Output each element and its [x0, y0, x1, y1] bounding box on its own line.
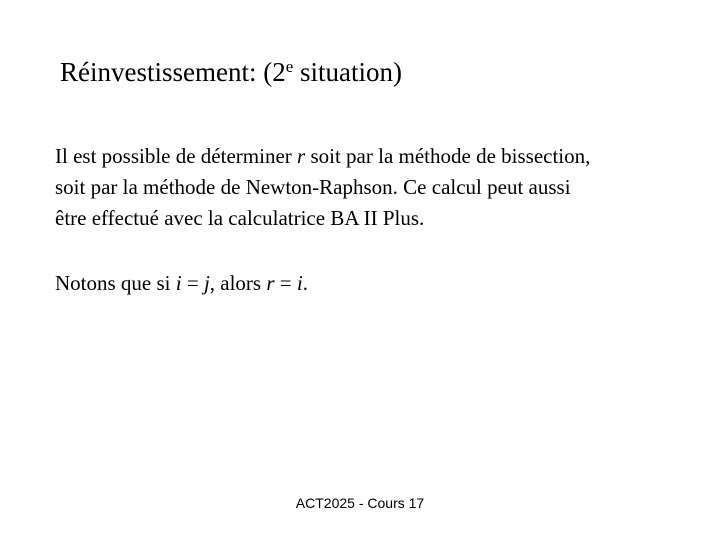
- note-text-1: Notons que si: [55, 271, 176, 295]
- title-suffix: situation): [293, 57, 403, 87]
- line1-before: Il est possible de déterminer: [55, 144, 298, 168]
- variable-i: i: [175, 271, 182, 295]
- title-superscript: e: [285, 57, 294, 76]
- paragraph-line-3: être effectué avec la calculatrice BA II Plus.: [55, 206, 425, 230]
- variable-r: r: [297, 144, 306, 168]
- slide-footer: ACT2025 - Cours 17: [295, 495, 425, 511]
- slide-title: [60, 52, 402, 92]
- paragraph-line-2: soit par la méthode de Newton-Raphson. Ce calcul peut aussi: [55, 175, 571, 199]
- note-text-2: , alors: [209, 271, 267, 295]
- paragraph-note: [55, 268, 695, 299]
- paragraph-line-1: [55, 141, 695, 172]
- paragraph-methods: [55, 141, 695, 234]
- line1-after: soit par la méthode de bissection,: [305, 144, 591, 168]
- variable-r-2: r: [266, 271, 275, 295]
- title-prefix: Réinvestissement: (2: [60, 57, 286, 87]
- variable-j: j: [203, 271, 210, 295]
- variable-i-2: i: [296, 271, 303, 295]
- note-equals-1: =: [181, 271, 204, 295]
- note-equals-2: =: [274, 271, 297, 295]
- note-end: .: [302, 271, 308, 295]
